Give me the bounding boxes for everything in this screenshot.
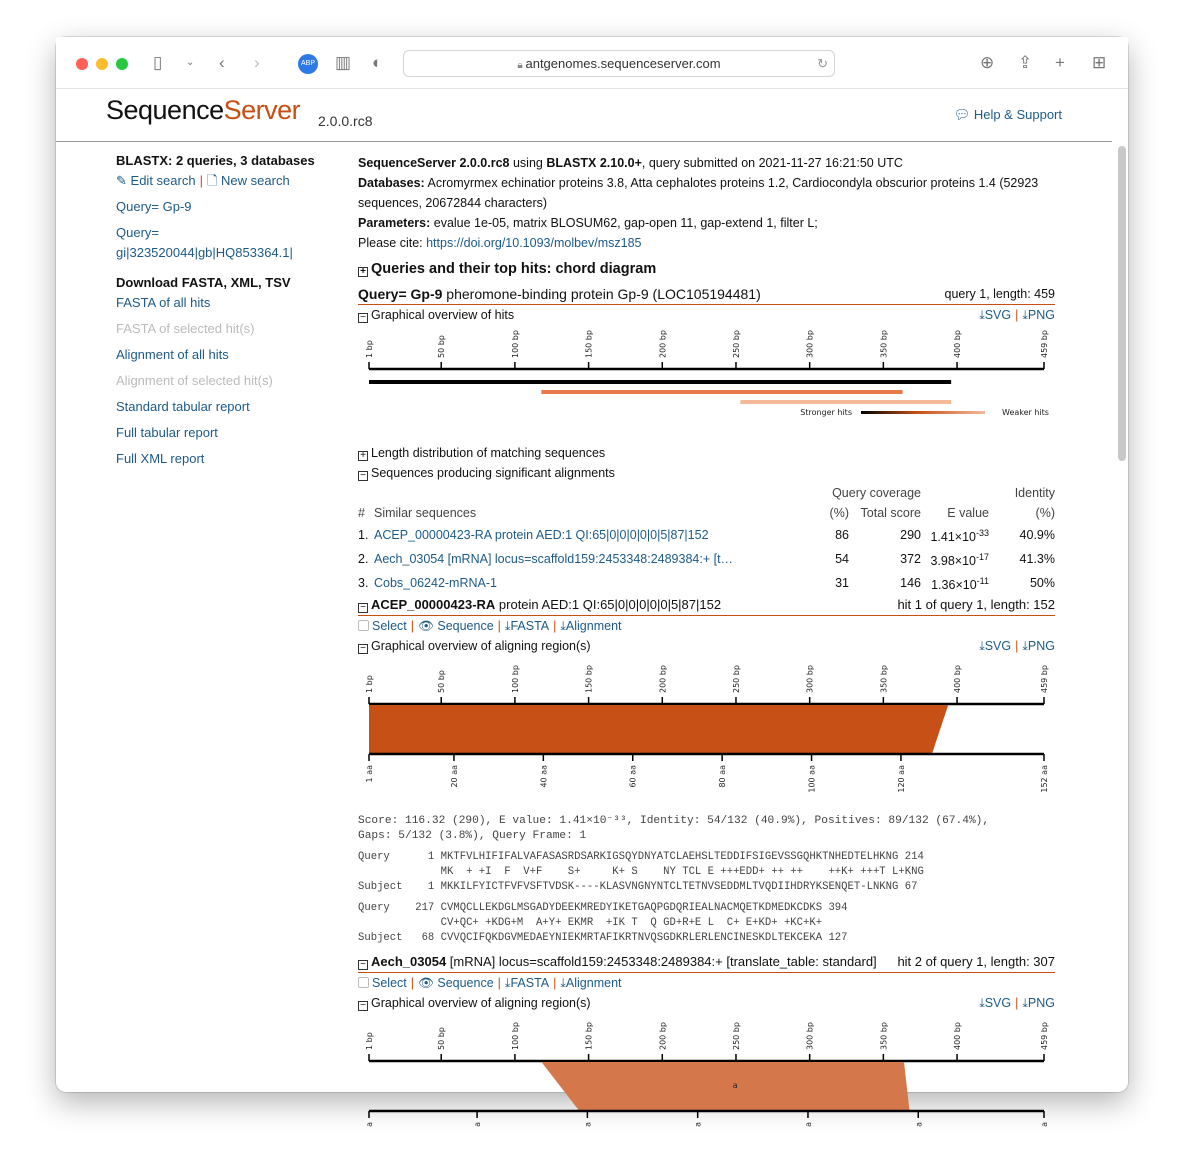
tick-label: 1 bp bbox=[365, 340, 374, 358]
version: 2.0.0.rc8 bbox=[318, 113, 373, 129]
lock-icon: 🔒︎ bbox=[517, 60, 526, 71]
download-icon: ⤓ bbox=[560, 976, 566, 991]
pencil-icon: ✎ bbox=[116, 173, 127, 188]
png-download[interactable]: ⤓PNG bbox=[1022, 308, 1055, 322]
score-line: Score: 116.32 (290), E value: 1.41×10⁻³³, Identity: 54/132 (40.9%), Positives: 89/132 (67.4%), bbox=[358, 815, 990, 828]
alignment-region bbox=[369, 705, 948, 753]
alignment-line: Subject 1 MKKILFYICTFVFVSFTVDSK----KLASVNGNYNTCLTETNVSEDDMLTVQDIIHDRYKSENQET-LNKNG 67 bbox=[358, 881, 918, 894]
chat-icon: 💬︎ bbox=[953, 107, 974, 122]
tick-label: a bbox=[365, 1122, 374, 1128]
aligning-overview-toggle[interactable]: − Graphical overview of aligning region(s) bbox=[358, 636, 591, 656]
table-row: 2. Aech_03054 [mRNA] locus=scaffold159:2453348:2489384:+ [t… 54 372 $3.98\times 10^{-17}$ 41.3% bbox=[358, 552, 1055, 569]
minus-icon: − bbox=[358, 471, 368, 481]
hit-bar bbox=[541, 390, 902, 394]
zoom-window-button[interactable] bbox=[116, 58, 128, 70]
select-checkbox[interactable]: Select bbox=[358, 619, 407, 633]
svg-download[interactable]: ⤓SVG bbox=[979, 308, 1012, 322]
site-header bbox=[56, 89, 1112, 142]
query-link-1[interactable]: Query= Gp-9 bbox=[116, 199, 192, 214]
tick-label: 250 bp bbox=[731, 665, 741, 694]
tick-label: 150 bp bbox=[584, 665, 594, 694]
eye-icon: 👁︎ bbox=[418, 619, 434, 634]
scrollbar[interactable] bbox=[1118, 146, 1126, 461]
hit-bar bbox=[740, 400, 951, 404]
download-alignment-all[interactable]: Alignment of all hits bbox=[116, 347, 229, 362]
hit-link[interactable]: ACEP_00000423-RA protein AED:1 QI:65|0|0|0|0|0|5|87|152 bbox=[374, 528, 709, 543]
download-icon: ⤓ bbox=[560, 619, 566, 634]
tick-label: 100 bp bbox=[510, 1022, 520, 1051]
minimize-window-button[interactable] bbox=[96, 58, 108, 70]
download-icon[interactable]: ⊕ bbox=[980, 53, 995, 72]
svg-download[interactable]: ⤓SVG bbox=[979, 996, 1012, 1011]
query-link-2[interactable]: Query= gi|323520044|gb|HQ853364.1| bbox=[116, 225, 293, 260]
tick-label: 100 aa bbox=[807, 765, 817, 794]
tick-label: 152 aa bbox=[1040, 765, 1049, 794]
hit-header: − ACEP_00000423-RA protein AED:1 QI:65|0|0|0|0|0|5|87|152 hit 1 of query 1, length: 152 bbox=[358, 595, 1055, 616]
download-title: Download FASTA, XML, TSV bbox=[116, 275, 291, 290]
tick-label: 100 bp bbox=[510, 665, 520, 694]
tick-label: 40 aa bbox=[539, 765, 549, 788]
tick-label: 50 bp bbox=[437, 335, 447, 358]
query-header: Query= Gp-9 pheromone-binding protein Gp-9 (LOC105194481) query 1, length: 459 bbox=[358, 284, 1055, 305]
results bbox=[358, 153, 1055, 1139]
hit2-alignment-chart bbox=[358, 1013, 1055, 1133]
extension-icon[interactable]: ▥ bbox=[335, 53, 352, 72]
sidebar-toggle-icon[interactable]: ▯ bbox=[153, 53, 163, 72]
tick-label: 459 bp bbox=[1040, 665, 1049, 694]
tick-label: 50 bp bbox=[437, 670, 447, 694]
length-distribution-toggle[interactable]: + Length distribution of matching sequences bbox=[358, 443, 1055, 463]
table-row: 3. Cobs_06242-mRNA-1 31 146 $1.36\times 10^{-11}$ 50% bbox=[358, 576, 1055, 593]
tick-label: 400 bp bbox=[953, 1022, 963, 1051]
tick-label: 400 bp bbox=[953, 330, 963, 358]
tick-label: 1 aa bbox=[365, 765, 374, 783]
tick-label: 300 bp bbox=[805, 665, 815, 694]
tick-label: a bbox=[1040, 1122, 1049, 1128]
tick-label: 250 bp bbox=[731, 330, 741, 358]
download-icon: ⤓ bbox=[504, 619, 511, 634]
file-icon: 🗋 bbox=[206, 173, 218, 188]
tick-label: a bbox=[473, 1122, 483, 1128]
hit-link[interactable]: Aech_03054 [mRNA] locus=scaffold159:2453348:2489384:+ [t… bbox=[374, 552, 734, 567]
tick-label: 150 bp bbox=[584, 1022, 594, 1051]
download-icon: ⤓ bbox=[1022, 308, 1028, 322]
hit-section-1: − ACEP_00000423-RA protein AED:1 QI:65|0|0|0|0|0|5|87|152 hit 1 of query 1, length: 152 Select | 👁︎ Sequence | ⤓FASTA | ⤓Alignment − Graphical overview of aligning region(s) ⤓SVG | ⤓PNG 1 bp 50 bp 100 bp 150 bp 200 bp 250 bp 300 bp 350 bp 400 bp 459 bp 1 aa 20 aa 40 aa 60 aa 80 aa 100 aa 120 aa 152 aa Score: 116.32 (290), E value: 1.41×10⁻³³, Identity: 54/132 (40.9%), Positives: 89/132 (67.4%), Gaps: 5/132 (3.8%), Query Frame: 1 Query 1 MKTFVLHIFIFALVAFASASRDSARKIGSQYDNYATCLAEHSLTEDDIFSIGEVSSGQHKTNHEDTELHKNG 214 MK + +I F V+F S+ K+ S NY TCL E +++EDD+ ++ ++ ++K+ +++T L+KNG Subject 1 MKKILFYICTFVFVSFTVDSK----KLASVNGNYNTCLTETNVSEDDMLTVQDIIHDRYKSENQET-LNKNG 67 Query 217 CVMQCLLEKDGLMSGADYDEEKMREDYIKETGAQPGDQRIEALNACMQETKDMEDKCDKS 394 CV+QC+ +KDG+M A+Y+ EKMR +IK T Q GD+R+E L C+ E+KD+ +KC+K+ Subject 68 CVVQCIFQKDGVMEDAEYNIEKMRTAFIKRTNVQSGDKRLERLENCINESKDLTEKCEKA 127 bbox=[358, 597, 1055, 945]
tick-label: 120 aa bbox=[896, 765, 906, 794]
tick-label: 20 aa bbox=[449, 765, 459, 788]
forward-icon[interactable]: › bbox=[254, 53, 260, 72]
hit1-alignment-chart bbox=[358, 656, 1055, 802]
tick-label: a bbox=[803, 1122, 813, 1128]
tick-label: 300 bp bbox=[805, 330, 815, 358]
hit-actions: Select | 👁︎ Sequence | ⤓FASTA | ⤓Alignment bbox=[358, 616, 1055, 636]
tab-overview-icon[interactable]: ⊞ bbox=[1092, 53, 1107, 72]
alignment-download[interactable]: ⤓Alignment bbox=[560, 976, 622, 991]
alignment-line: Query 217 CVMQCLLEKDGLMSGADYDEEKMREDYIKETGAQPGDQRIEALNACMQETKDMEDKCDKS 394 bbox=[358, 902, 848, 915]
hit-actions: Select | 👁︎ Sequence | ⤓FASTA | ⤓Alignment bbox=[358, 973, 1055, 993]
reload-icon[interactable]: ↻ bbox=[817, 56, 828, 71]
fasta-download[interactable]: ⤓FASTA bbox=[504, 619, 550, 634]
tick-label: 80 aa bbox=[718, 765, 728, 788]
alignment-line: CV+QC+ +KDG+M A+Y+ EKMR +IK T Q GD+R+E L C+ E+KD+ +KC+K+ bbox=[358, 917, 823, 930]
download-fasta-selected: FASTA of selected hit(s) bbox=[116, 321, 255, 336]
sequence-link[interactable]: 👁︎ Sequence bbox=[418, 619, 494, 634]
edit-search-link[interactable]: ✎ Edit search bbox=[116, 173, 196, 188]
minus-icon: − bbox=[358, 603, 368, 613]
databases-info: Databases: Acromyrmex echinatior proteins 3.8, Atta cephalotes proteins 1.2, Cardiocondyla obscurior proteins 1.4 (52923 sequences, 20672844 characters) bbox=[358, 176, 1039, 210]
tick-label: a bbox=[914, 1122, 924, 1128]
tick-label: 50 bp bbox=[437, 1027, 447, 1051]
region-label: a bbox=[732, 1081, 738, 1091]
tick-label: 200 bp bbox=[658, 665, 668, 694]
tick-label: 400 bp bbox=[953, 665, 963, 694]
png-download[interactable]: ⤓PNG bbox=[1022, 996, 1055, 1011]
legend-weaker: Weaker hits bbox=[1002, 408, 1049, 417]
download-full-tabular[interactable]: Full tabular report bbox=[116, 425, 218, 440]
tick-label: 1 bp bbox=[365, 1032, 374, 1051]
browser-toolbar bbox=[56, 37, 1128, 89]
tick-label: 459 bp bbox=[1040, 330, 1049, 358]
tick-label: 350 bp bbox=[879, 665, 889, 694]
sequence-link[interactable]: 👁︎ Sequence bbox=[418, 976, 494, 991]
download-alignment-selected: Alignment of selected hit(s) bbox=[116, 373, 273, 388]
new-tab-icon[interactable]: + bbox=[1055, 53, 1065, 72]
significant-alignments-toggle[interactable]: − Sequences producing significant alignments bbox=[358, 463, 1055, 483]
hit-link[interactable]: Cobs_06242-mRNA-1 bbox=[374, 576, 497, 591]
tick-label: 350 bp bbox=[879, 1022, 889, 1051]
tick-label: 150 bp bbox=[584, 330, 594, 358]
url-text: antgenomes.sequenceserver.com bbox=[525, 56, 721, 71]
shield-icon[interactable]: ◐ bbox=[372, 53, 383, 72]
chord-diagram-toggle[interactable]: + Queries and their top hits: chord diagram bbox=[358, 259, 1055, 279]
alignment-download[interactable]: ⤓Alignment bbox=[560, 619, 622, 634]
plus-icon: + bbox=[358, 267, 368, 277]
png-download[interactable]: ⤓PNG bbox=[1022, 639, 1055, 654]
tick-label: 1 bp bbox=[365, 675, 374, 694]
tick-label: 300 bp bbox=[805, 1022, 815, 1051]
overview-toggle-row: − Graphical overview of hits ⤓SVG | ⤓PNG bbox=[358, 305, 1055, 325]
alignment-line: Subject 68 CVVQCIFQKDGVMEDAEYNIEKMRTAFIKRTNVQSGDKRLERLENCINESKDLTEKCEKA 127 bbox=[358, 932, 848, 945]
minus-icon: − bbox=[358, 960, 368, 970]
tick-label: 350 bp bbox=[879, 330, 889, 358]
alignment-line: Query 1 MKTFVLHIFIFALVAFASASRDSARKIGSQYDNYATCLAEHSLTEDDIFSIGEVSSGQHKTNHEDTELHKNG 214 bbox=[358, 851, 924, 864]
minus-icon: − bbox=[358, 313, 368, 323]
svg-download[interactable]: ⤓SVG bbox=[979, 639, 1012, 654]
download-fasta-all[interactable]: FASTA of all hits bbox=[116, 295, 211, 310]
parameters-info: Parameters: evalue 1e-05, matrix BLOSUM62, gap-open 11, gap-extend 1, filter L; bbox=[358, 216, 818, 230]
tick-label: 200 bp bbox=[658, 330, 668, 358]
plus-icon: + bbox=[358, 451, 368, 461]
tick-label: a bbox=[693, 1122, 703, 1128]
share-icon[interactable]: ⇪ bbox=[1018, 53, 1033, 72]
hits-overview-chart bbox=[358, 325, 1055, 437]
new-search-link[interactable]: 🗋 New search bbox=[206, 173, 290, 188]
fasta-download[interactable]: ⤓FASTA bbox=[504, 976, 550, 991]
page-content bbox=[56, 89, 1128, 1128]
address-bar[interactable] bbox=[403, 50, 835, 77]
table-row: 1. ACEP_00000423-RA protein AED:1 QI:65|0|0|0|0|0|5|87|152 86 290 $1.41\times 10^{-33}$ 40.9% bbox=[358, 528, 1055, 545]
select-checkbox[interactable]: Select bbox=[358, 976, 407, 990]
sidebar-title: BLASTX: 2 queries, 3 databases bbox=[116, 153, 315, 168]
hits-table: Query coverage Identity # Similar sequences (%) Total score E value (%) 1. ACEP_00000423-RA protein AED:1 QI:65|0|0|0|0|0|5|87|152 86 290 $1.41\times 10^{-33}$ 40.9% 2. Aech_03054 [mRNA] locus=scaffold159:2453348:2489384:+ [t… 54 372 $3.98\times 10^{-17}$ 41.3% 3. Cobs_06242-mRNA-1 31 146 $1.36\times 10^{-11}$ 50% bbox=[358, 483, 1055, 595]
hit-header: − Aech_03054 [mRNA] locus=scaffold159:2453348:2489384:+ [translate_table: standard] hit 2 of query 1, length: 307 bbox=[358, 952, 1055, 973]
download-icon: ⤓ bbox=[979, 308, 985, 322]
download-full-xml[interactable]: Full XML report bbox=[116, 451, 205, 466]
close-window-button[interactable] bbox=[76, 58, 88, 70]
alignment-text bbox=[358, 850, 1055, 946]
legend-stronger: Stronger hits bbox=[800, 408, 852, 417]
tick-label: 200 bp bbox=[658, 1022, 668, 1051]
legend-gradient bbox=[861, 411, 985, 414]
tick-label: 60 aa bbox=[628, 765, 638, 788]
adblock-icon[interactable]: ABP bbox=[298, 54, 318, 74]
score-line-2: Gaps: 5/132 (3.8%), Query Frame: 1 bbox=[358, 830, 587, 843]
download-standard-tabular[interactable]: Standard tabular report bbox=[116, 399, 250, 414]
logo[interactable]: SequenceServer bbox=[106, 95, 301, 125]
alignment-region bbox=[541, 1062, 909, 1110]
download-icon: ⤓ bbox=[504, 976, 511, 991]
browser-window bbox=[56, 37, 1128, 1128]
tick-label: 100 bp bbox=[510, 330, 520, 358]
eye-icon: 👁︎ bbox=[418, 976, 434, 991]
cite-link[interactable]: https://doi.org/10.1093/molbev/msz185 bbox=[426, 236, 642, 250]
tick-label: 459 bp bbox=[1040, 1022, 1049, 1051]
aligning-overview-toggle[interactable]: − Graphical overview of aligning region(s) bbox=[358, 993, 591, 1013]
hit-bar bbox=[369, 380, 951, 384]
cite-info: Please cite: https://doi.org/10.1093/molbev/msz185 bbox=[358, 236, 642, 250]
overview-toggle[interactable]: − Graphical overview of hits bbox=[358, 305, 514, 325]
help-support-link[interactable]: 💬︎ Help & Support bbox=[953, 107, 1062, 122]
sidebar: BLASTX: 2 queries, 3 databases ✎ Edit search | 🗋 New search Query= Gp-9 Query= gi|323520044|gb|HQ853364.1| Download FASTA, XML, TSV FASTA of all hits FASTA of selected hit(s) Alignment of all hits Alignment of selected hit(s) Standard tabular report Full tabular report Full XML report bbox=[116, 153, 315, 466]
back-icon[interactable]: ‹ bbox=[219, 53, 225, 72]
run-info: SequenceServer 2.0.0.rc8 using BLASTX 2.10.0+, query submitted on 2021-11-27 16:21:50 UTC bbox=[358, 156, 903, 170]
alignment-line: MK + +I F V+F S+ K+ S NY TCL E +++EDD+ ++ ++ ++K+ +++T L+KNG bbox=[358, 866, 924, 879]
tick-label: 250 bp bbox=[731, 1022, 741, 1051]
chevron-down-icon[interactable]: ⌄ bbox=[186, 57, 195, 68]
tick-label: a bbox=[583, 1122, 593, 1128]
hit-section-2: − Aech_03054 [mRNA] locus=scaffold159:2453348:2489384:+ [translate_table: standard] hit 2 of query 1, length: 307 Select | 👁︎ Sequence | ⤓FASTA | ⤓Alignment − Graphical overview of aligning region(s) ⤓SVG | ⤓PNG 1 bp 50 bp 100 bp 150 bp 200 bp 250 bp 300 bp 350 bp 400 bp 459 bp a a a a a a a a bbox=[358, 952, 1055, 1139]
